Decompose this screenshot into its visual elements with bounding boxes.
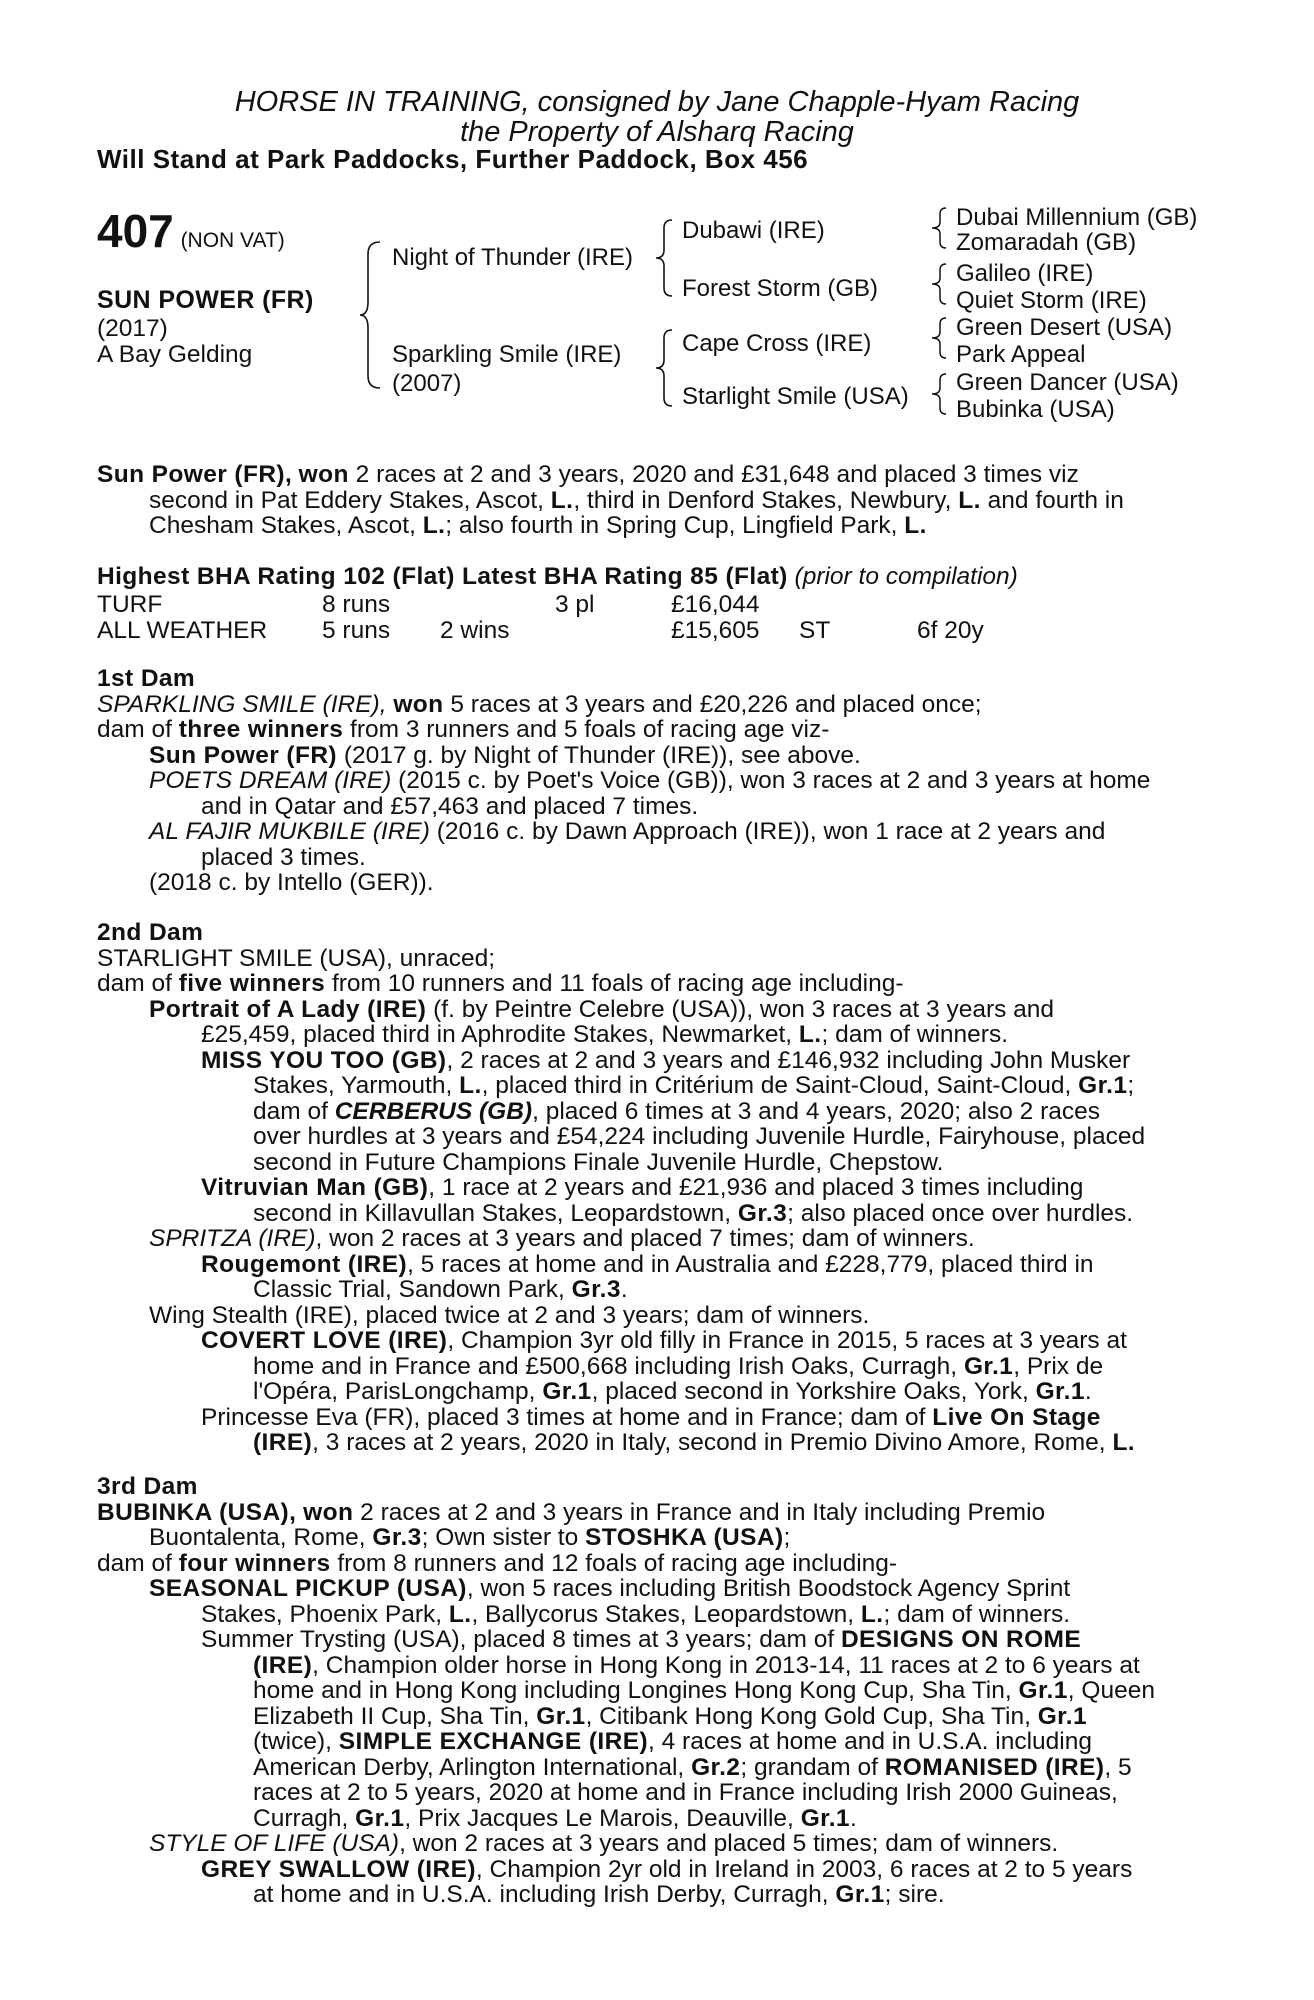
progeny-grey-swallow: GREY SWALLOW (IRE) — [201, 1855, 476, 1883]
pedigree-sss: Dubai Millennium (GB) — [956, 204, 1198, 231]
progeny-poets-dream: POETS DREAM (IRE) — [149, 767, 392, 794]
pedigree-dds: Green Dancer (USA) — [956, 369, 1179, 396]
horse-name: SUN POWER (FR) — [97, 286, 314, 314]
pedigree-sire-dam: Forest Storm (GB) — [682, 275, 879, 302]
progeny-seasonal-pickup: SEASONAL PICKUP (USA) — [149, 1575, 467, 1602]
progeny-covert-love: COVERT LOVE (IRE) — [201, 1327, 448, 1354]
pedigree-ddd: Bubinka (USA) — [956, 396, 1115, 423]
rating-note: (prior to compilation) — [794, 563, 1018, 590]
pedigree-sdd: Quiet Storm (IRE) — [956, 287, 1147, 314]
race-summary: Sun Power (FR), won 2 races at 2 and 3 years, 2020 and £31,648 and placed 3 times viz second in Pat Eddery Stakes, Ascot, L., third in Denford Stakes, Newbury, L. and fourth in Chesham Stakes, Ascot, L.; also fourth in Spring Cup, Lingfield Park, L. — [97, 461, 1124, 539]
pedigree-brace-main — [360, 240, 384, 390]
progeny-live-on-stage: Live On Stage — [932, 1403, 1101, 1431]
rating-heading: Highest BHA Rating 102 (Flat) Latest BHA Rating 85 (Flat) — [97, 563, 788, 590]
progeny-rougemont: Rougemont (IRE) — [201, 1250, 408, 1278]
header-consignor: HORSE IN TRAINING, consigned by Jane Chapple-Hyam Racing — [234, 86, 1080, 118]
progeny-al-fajir-mukbile: AL FAJIR MUKBILE (IRE) — [149, 818, 430, 845]
first-dam-section: 1st Dam SPARKLING SMILE (IRE), won 5 races at 3 years and £20,226 and placed once; dam of three winners from 3 runners and 5 foals of racing age viz- Sun Power (FR) (2017 g. by Night of Thunder (IRE)), see above. POETS DREAM (IRE) (2015 c. by Poet's Voice (GB)), won 3 races at 2 and 3 years at home and in Qatar and £57,463 and placed 7 times. AL FAJIR MUKBILE (IRE) (2016 c. by Dawn Approach (IRE)), won 1 race at 2 years and placed 3 times. (2018 c. by Intello (GER)). — [97, 666, 1207, 896]
pedigree-brace-ss — [932, 206, 950, 250]
second-dam-heading: 2nd Dam — [97, 919, 204, 946]
pedigree-brace-ds — [932, 316, 950, 360]
lot-number: 407 — [97, 205, 174, 257]
horse-description: A Bay Gelding — [97, 341, 253, 368]
horse-year: (2017) — [97, 315, 168, 342]
pedigree-dam: Sparkling Smile (IRE) — [392, 341, 622, 368]
bha-rating — [97, 564, 1018, 590]
lot-number-block — [97, 205, 285, 257]
pedigree-sire-sire: Dubawi (IRE) — [682, 217, 825, 244]
progeny-cerberus: CERBERUS (GB) — [334, 1097, 533, 1125]
progeny-designs-on-rome: DESIGNS ON ROME — [840, 1626, 1082, 1653]
progeny-princesse-eva: Princesse Eva (FR), placed 3 times at home and in France; dam of — [201, 1403, 926, 1431]
catalogue-page: HORSE IN TRAINING, consigned by Jane Chapple-Hyam Racing the Property of Alsharq Racing Will Stand at Park Paddocks, Further Paddock, Box 456 407 (NON VAT) SUN POWER (FR) (2017) A Bay Gelding Night of Thunder (IRE) Sparkling Smile (IRE) (2007) Dubawi (IRE) Forest Storm (GB) Cape Cross (IRE) Starlight Smile (USA) Dubai Millennium (GB) Zomaradah (GB) Galileo (IRE) Quiet Storm (IRE) Green Desert (USA) Park Appeal Green Dancer (USA) Bubinka (USA) Sun Power (FR), won 2 races at 2 and 3 years, 2020 and £31,648 and placed 3 times viz second in Pat Eddery Stakes, Ascot, L., third in Denford Stakes, Newbury, L. and fourth in Chesham Stakes, Ascot, L.; also fourth in Spring Cup, Lingfield Park, L. Highest BHA Rating 102 (Flat) Latest BHA Rating 85 (Flat) (prior to compilation) TURF 8 runs 3 pl £16,044 ALL WEATHER 5 runs 2 wins £15,605 ST 6f 20y 1st Dam SPARKLING SMILE (IRE), won 5 races at 3 years and £20,226 and placed once; dam of three winners from 3 runners and 5 foals of racing age viz- Sun Power (FR) (2017 g. by Night of Thunder (IRE)), see above. POETS DREAM (IRE) (2015 c. by Poet's Voice (GB)), won 3 races at 2 and 3 years at home and in Qatar and £57,463 and placed 7 times. AL FAJIR MUKBILE (IRE) (2016 c. by Dawn Approach (IRE)), won 1 race at 2 years and placed 3 times. (2018 c. by Intello (GER)). 2nd Dam STARLIGHT SMILE (USA), unraced; dam of five winners from 10 runners and 11 foals of racing age including- Portrait of A Lady (IRE) (f. by Peintre Celebre (USA)), won 3 races at 3 years and £25,459, placed third in Aphrodite Stakes, Newmarket, L.; dam of winners. MISS YOU TOO (GB), 2 races at 2 and 3 years and £146,932 including John Musker Stakes, Yarmouth, L., placed third in Critérium de Saint-Cloud, Saint-Cloud, Gr.1; dam of CERBERUS (GB), placed 6 times at 3 and 4 years, 2020; also 2 races over hurdles at 3 years and £54,224 including Juvenile Hurdle, Fairyhouse, placed second in Future Champions Finale Juvenile Hurdle, Chepstow. Vitruvian Man (GB), 1 race at 2 years and £21,936 and placed 3 times including second in Killavullan Stakes, Leopardstown, Gr.3; also placed once over hurdles. SPRITZA (IRE), won 2 races at 3 years and placed 7 times; dam of winners. Rougemont (IRE), 5 races at home and in Australia and £228,779, placed third in Classic Trial, Sandown Park, Gr.3. Wing Stealth (IRE), placed twice at 2 and 3 years; dam of winners. COVERT LOVE (IRE), Champion 3yr old filly in France in 2015, 5 races at 3 years at home and in France and £500,668 including Irish Oaks, Curragh, Gr.1, Prix de l'Opéra, ParisLongchamp, Gr.1, placed second in Yorkshire Oaks, York, Gr.1. Princesse Eva (FR), placed 3 times at home and in France; dam of Live On Stage (IRE), 3 races at 2 years, 2020 in Italy, second in Premio Divino Amore, Rome, L. 3rd Dam BUBINKA (USA), won 2 races at 2 and 3 years in France and in Italy including Premio Buontalenta, Rome, Gr.3; Own sister to STOSHKA (USA); dam of four winners from 8 runners and 12 foals of racing age including- SEASONAL PICKUP (USA), won 5 races including British Boodstock Agency Sprint Stakes, Phoenix Park, L., Ballycorus Stakes, Leopardstown, L.; dam of winners. Summer Trysting (USA), placed 8 times at 3 years; dam of DESIGNS ON ROME (IRE), Champion older horse in Hong Kong in 2013-14, 11 races at 2 to 6 years at home and in Hong Kong including Longines Hong Kong Cup, Sha Tin, Gr.1, Queen Elizabeth II Cup, Sha Tin, Gr.1, Citibank Hong Kong Gold Cup, Sha Tin, Gr.1 (twice), SIMPLE EXCHANGE (IRE), 4 races at home and in U.S.A. including American Derby, Arlington International, Gr.2; grandam of ROMANISED (IRE), 5 races at 2 to 5 years, 2020 at home and in France including Irish 2000 Guineas, Curragh, Gr.1, Prix Jacques Le Marois, Deauville, Gr.1. STYLE OF LIFE (USA), won 2 races at 3 years and placed 5 times; dam of winners. GREY SWALLOW (IRE), Champion 2yr old in Ireland in 2003, 6 races at 2 to 5 years at home and in U.S.A. including Irish Derby, Curragh, Gr.1; sire. — [0, 0, 1314, 2000]
progeny-summer-trysting: Summer Trysting (USA), placed 8 times at 3 years; dam of — [201, 1626, 835, 1653]
progeny-2018-colt: (2018 c. by Intello (GER)). — [149, 869, 434, 896]
pedigree-brace-dam — [656, 328, 676, 408]
summary-horse-name: Sun Power (FR) — [97, 461, 285, 488]
third-dam-name: BUBINKA (USA), — [97, 1498, 297, 1526]
pedigree-brace-sire — [656, 218, 676, 298]
pedigree-dam-year: (2007) — [392, 370, 462, 397]
progeny-miss-you-too: MISS YOU TOO (GB) — [201, 1046, 447, 1074]
header-location: Will Stand at Park Paddocks, Further Paddock, Box 456 — [97, 144, 809, 174]
pedigree-dam-sire: Cape Cross (IRE) — [682, 330, 872, 357]
pedigree-brace-sd — [932, 262, 950, 306]
progeny-spritza: SPRITZA (IRE) — [149, 1225, 316, 1252]
second-dam-section: 2nd Dam STARLIGHT SMILE (USA), unraced; dam of five winners from 10 runners and 11 foals of racing age including- Portrait of A Lady (IRE) (f. by Peintre Celebre (USA)), won 3 races at 3 years and £25,459, placed third in Aphrodite Stakes, Newmarket, L.; dam of winners. MISS YOU TOO (GB), 2 races at 2 and 3 years and £146,932 including John Musker Stakes, Yarmouth, L., placed third in Critérium de Saint-Cloud, Saint-Cloud, Gr.1; dam of CERBERUS (GB), placed 6 times at 3 and 4 years, 2020; also 2 races over hurdles at 3 years and £54,224 including Juvenile Hurdle, Fairyhouse, placed second in Future Champions Finale Juvenile Hurdle, Chepstow. Vitruvian Man (GB), 1 race at 2 years and £21,936 and placed 3 times including second in Killavullan Stakes, Leopardstown, Gr.3; also placed once over hurdles. SPRITZA (IRE), won 2 races at 3 years and placed 7 times; dam of winners. Rougemont (IRE), 5 races at home and in Australia and £228,779, placed third in Classic Trial, Sandown Park, Gr.3. Wing Stealth (IRE), placed twice at 2 and 3 years; dam of winners. COVERT LOVE (IRE), Champion 3yr old filly in France in 2015, 5 races at 3 years at home and in France and £500,668 including Irish Oaks, Curragh, Gr.1, Prix de l'Opéra, ParisLongchamp, Gr.1, placed second in Yorkshire Oaks, York, Gr.1. Princesse Eva (FR), placed 3 times at home and in France; dam of Live On Stage (IRE), 3 races at 2 years, 2020 in Italy, second in Premio Divino Amore, Rome, L. — [97, 920, 1207, 1456]
header-property: the Property of Alsharq Racing — [460, 116, 854, 148]
progeny-simple-exchange: SIMPLE EXCHANGE (IRE) — [338, 1728, 648, 1755]
progeny-style-of-life: STYLE OF LIFE (USA) — [149, 1830, 400, 1857]
progeny-wing-stealth: Wing Stealth (IRE), placed twice at 2 and 3 years; dam of winners. — [149, 1301, 870, 1329]
progeny-sun-power: Sun Power (FR) — [149, 741, 337, 769]
progeny-portrait-of-a-lady: Portrait of A Lady (IRE) — [149, 995, 427, 1023]
third-dam-heading: 3rd Dam — [97, 1473, 198, 1500]
pedigree-dam-dam: Starlight Smile (USA) — [682, 383, 909, 410]
pedigree-sds: Galileo (IRE) — [956, 260, 1094, 287]
pedigree-dss: Green Desert (USA) — [956, 314, 1173, 341]
pedigree-sire: Night of Thunder (IRE) — [392, 244, 633, 271]
progeny-vitruvian-man: Vitruvian Man (GB) — [201, 1174, 429, 1201]
pedigree-dsd: Park Appeal — [956, 341, 1086, 368]
pedigree-ssd: Zomaradah (GB) — [956, 229, 1137, 256]
progeny-romanised: ROMANISED (IRE) — [884, 1753, 1105, 1781]
third-dam-section: 3rd Dam BUBINKA (USA), won 2 races at 2 and 3 years in France and in Italy including Premio Buontalenta, Rome, Gr.3; Own sister to STOSHKA (USA); dam of four winners from 8 runners and 12 foals of racing age including- SEASONAL PICKUP (USA), won 5 races including British Boodstock Agency Sprint Stakes, Phoenix Park, L., Ballycorus Stakes, Leopardstown, L.; dam of winners. Summer Trysting (USA), placed 8 times at 3 years; dam of DESIGNS ON ROME (IRE), Champion older horse in Hong Kong in 2013-14, 11 races at 2 to 6 years at home and in Hong Kong including Longines Hong Kong Cup, Sha Tin, Gr.1, Queen Elizabeth II Cup, Sha Tin, Gr.1, Citibank Hong Kong Gold Cup, Sha Tin, Gr.1 (twice), SIMPLE EXCHANGE (IRE), 4 races at home and in U.S.A. including American Derby, Arlington International, Gr.2; grandam of ROMANISED (IRE), 5 races at 2 to 5 years, 2020 at home and in France including Irish 2000 Guineas, Curragh, Gr.1, Prix Jacques Le Marois, Deauville, Gr.1. STYLE OF LIFE (USA), won 2 races at 3 years and placed 5 times; dam of winners. GREY SWALLOW (IRE), Champion 2yr old in Ireland in 2003, 6 races at 2 to 5 years at home and in U.S.A. including Irish Derby, Curragh, Gr.1; sire. — [97, 1474, 1207, 1908]
vat-status: (NON VAT) — [180, 229, 285, 252]
first-dam-heading: 1st Dam — [97, 665, 196, 692]
pedigree-brace-dd — [932, 372, 950, 416]
